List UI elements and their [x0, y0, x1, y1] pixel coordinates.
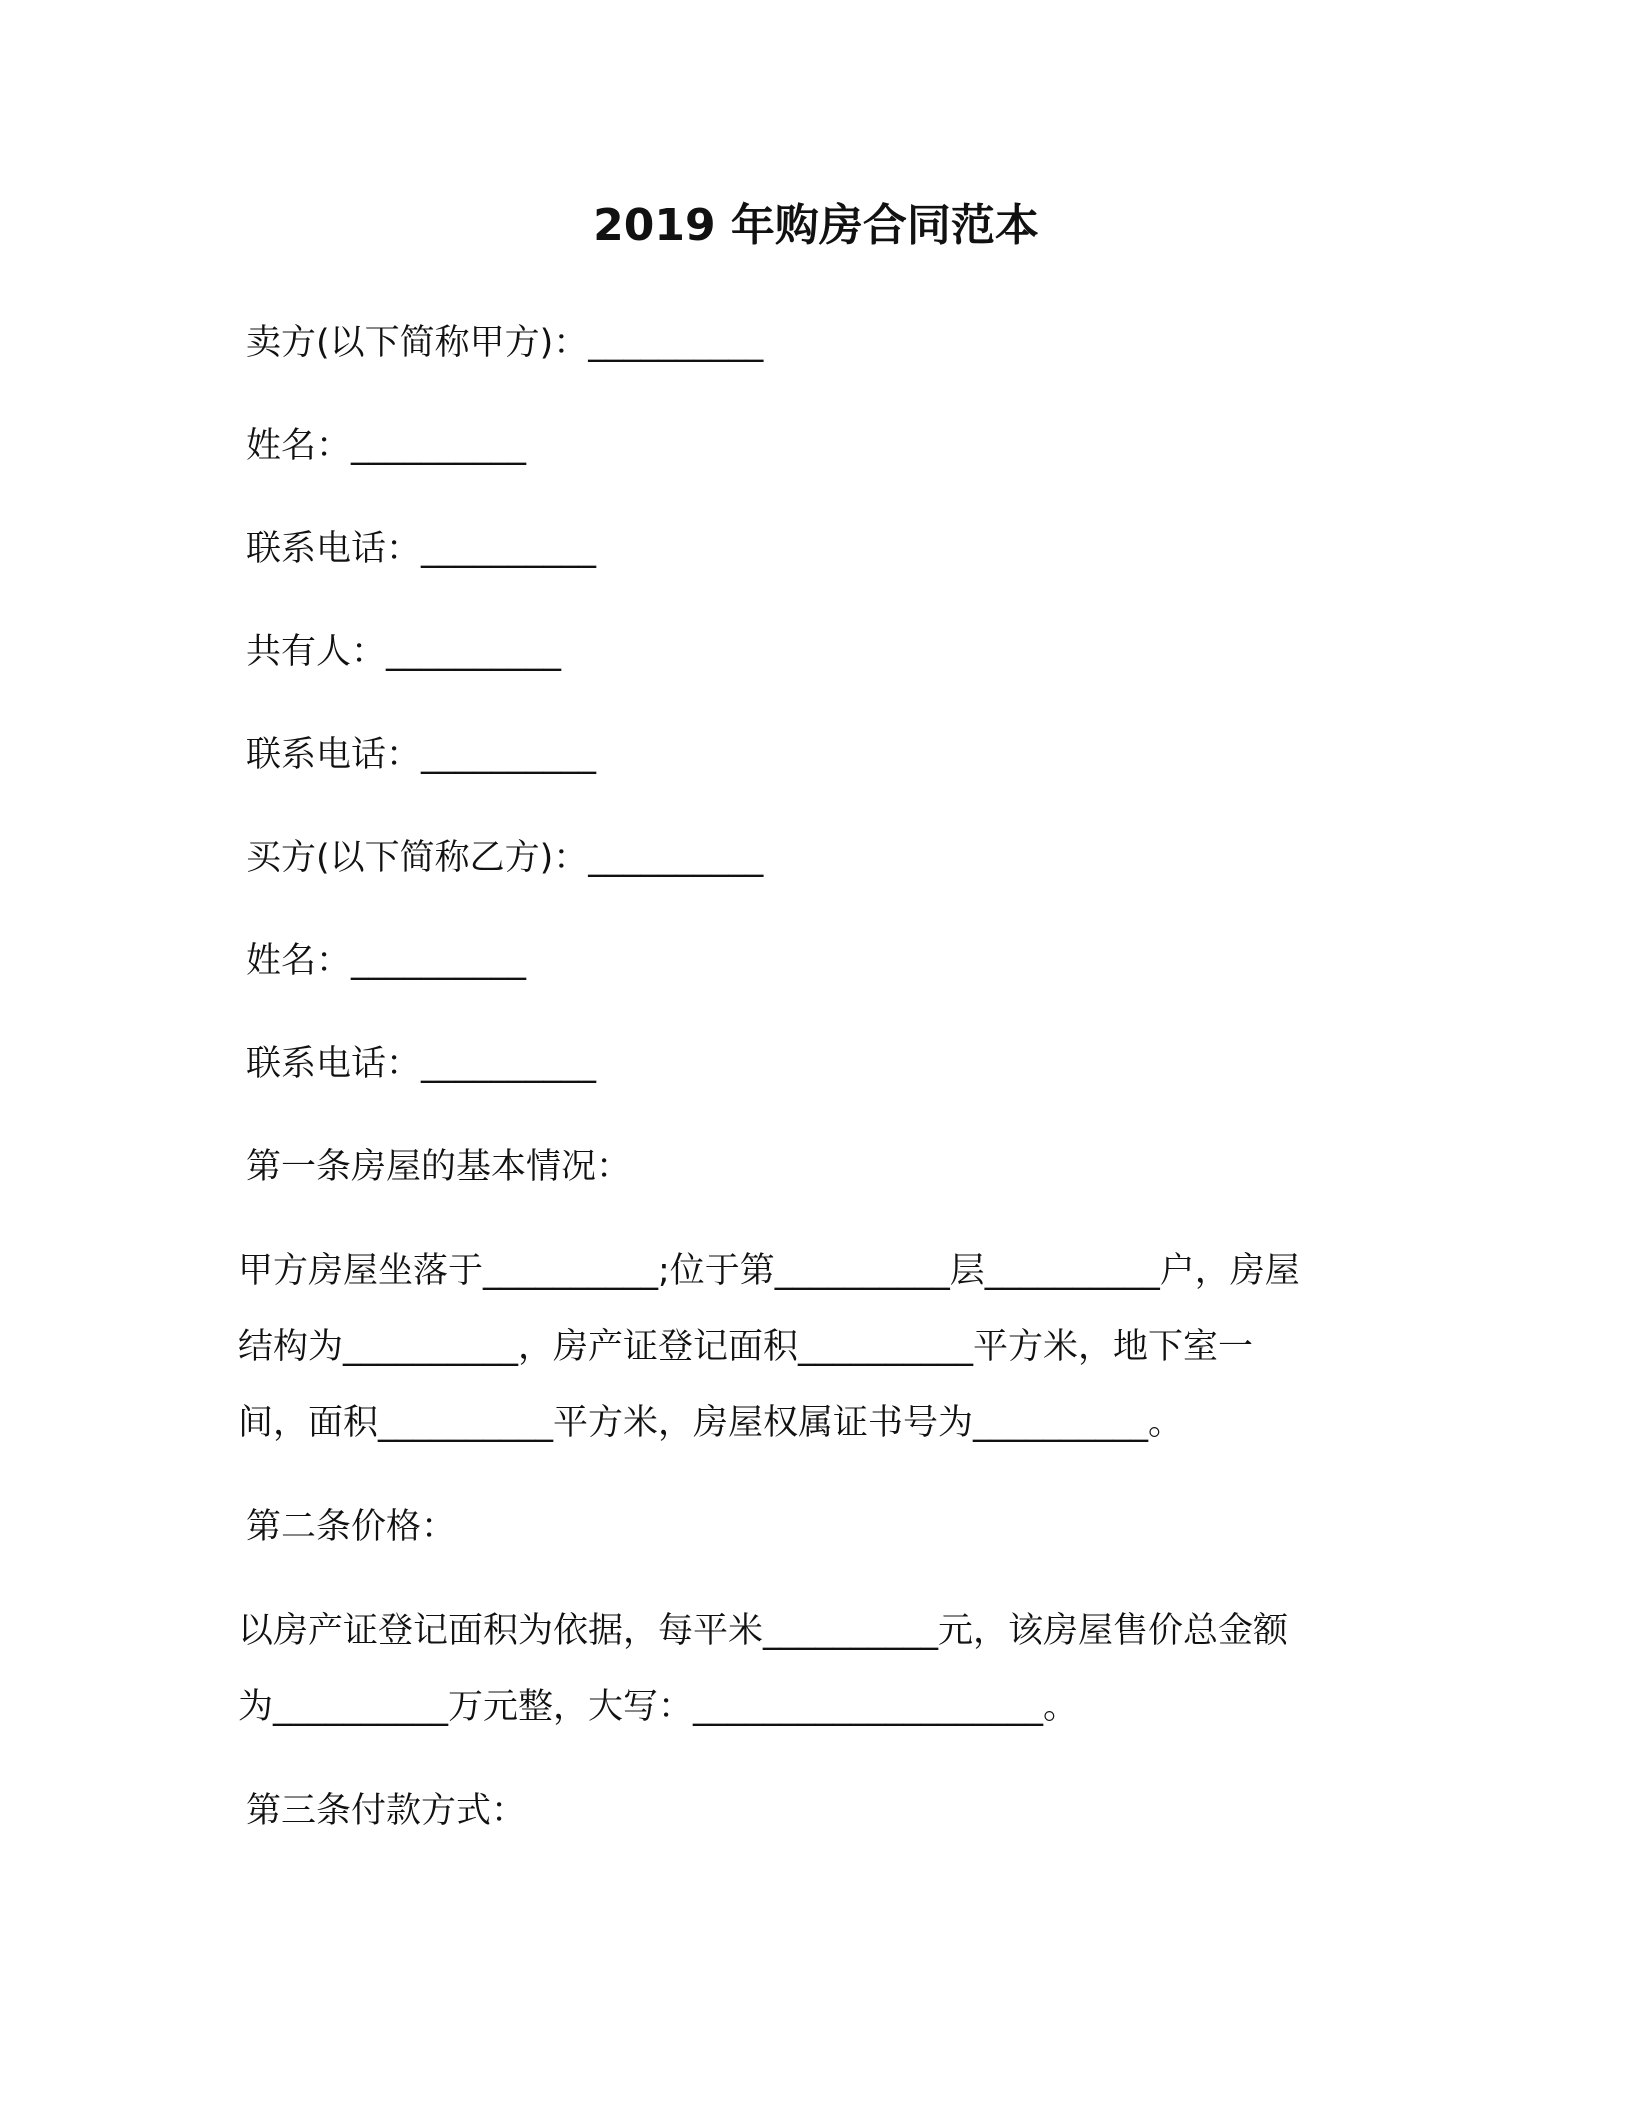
seller-phone-line: 联系电话：__________: [246, 529, 597, 569]
buyer-name-line: 姓名：__________: [246, 941, 527, 981]
article-1-text-line-3: 间，面积__________平方米，房屋权属证书号为__________。: [238, 1403, 1184, 1443]
document-title: 2019 年购房合同范本: [593, 200, 1039, 251]
buyer-phone-line: 联系电话：__________: [246, 1044, 597, 1084]
article-1-text-line-2: 结构为__________，房产证登记面积__________平方米，地下室一: [238, 1327, 1254, 1367]
seller-line: 卖方(以下简称甲方)：__________: [246, 323, 764, 363]
article-2-heading: 第二条价格：: [246, 1507, 457, 1547]
buyer-line: 买方(以下简称乙方)：__________: [246, 838, 764, 878]
seller-name-line: 姓名：__________: [246, 426, 527, 466]
article-2-text-line-2: 为__________万元整，大写：____________________。: [238, 1687, 1079, 1727]
co-owner-phone-line: 联系电话：__________: [246, 735, 597, 775]
article-2-text-line-1: 以房产证登记面积为依据，每平米__________元，该房屋售价总金额: [238, 1611, 1289, 1651]
article-3-heading: 第三条付款方式：: [246, 1791, 527, 1831]
article-1-text-line-1: 甲方房屋坐落于__________;位于第__________层__________户，房屋: [238, 1251, 1300, 1291]
co-owner-line: 共有人：__________: [246, 632, 562, 672]
article-1-heading: 第一条房屋的基本情况：: [246, 1147, 632, 1187]
